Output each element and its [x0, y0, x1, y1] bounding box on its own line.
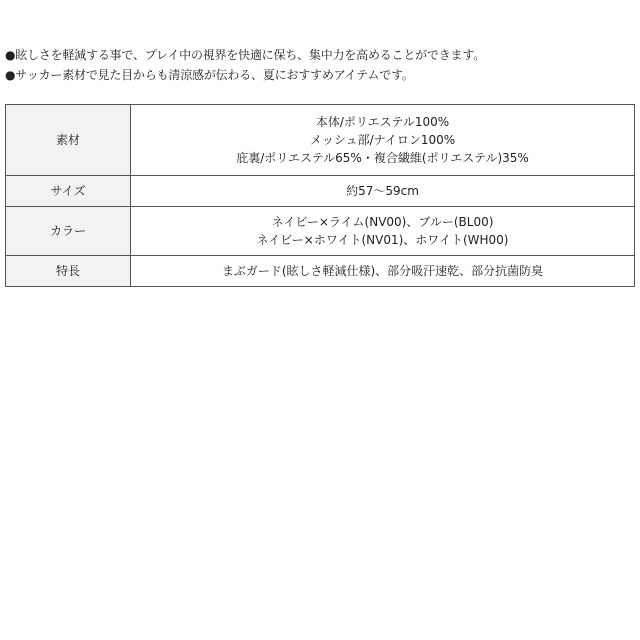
spec-row-feature — [6, 256, 635, 287]
spec-value-color — [131, 207, 635, 256]
bullet-seersucker-summer: ●サッカー素材で見た目からも清涼感が伝わる、夏におすすめアイテムです。 — [5, 68, 414, 82]
spec-row-color — [6, 207, 635, 256]
spec-row-size — [6, 176, 635, 207]
material-line-visor-lining: 庇裏/ポリエステル65%・複合繊維(ポリエステル)35% — [236, 151, 529, 165]
spec-value-feature: まぶガード(眩しさ軽減仕様)、部分吸汗速乾、部分抗菌防臭 — [131, 256, 635, 287]
spec-label-material: 素材 — [6, 105, 131, 176]
material-line-mesh: メッシュ部/ナイロン100% — [309, 133, 456, 147]
spec-label-size: サイズ — [6, 176, 131, 207]
color-line-2: ネイビー×ホワイト(NV01)、ホワイト(WH00) — [256, 233, 509, 247]
spec-label-color: カラー — [6, 207, 131, 256]
spec-row-material — [6, 105, 635, 176]
bullet-glare-reduction: ●眩しさを軽減する事で、プレイ中の視界を快適に保ち、集中力を高めることができます。 — [5, 48, 485, 62]
description-bullets — [5, 45, 635, 85]
color-line-1: ネイビー×ライム(NV00)、ブルー(BL00) — [271, 215, 494, 229]
spec-table — [5, 104, 635, 287]
spec-label-feature: 特長 — [6, 256, 131, 287]
material-line-body: 本体/ポリエステル100% — [315, 115, 450, 129]
spec-value-size: 約57〜59cm — [131, 176, 635, 207]
spec-value-material — [131, 105, 635, 176]
